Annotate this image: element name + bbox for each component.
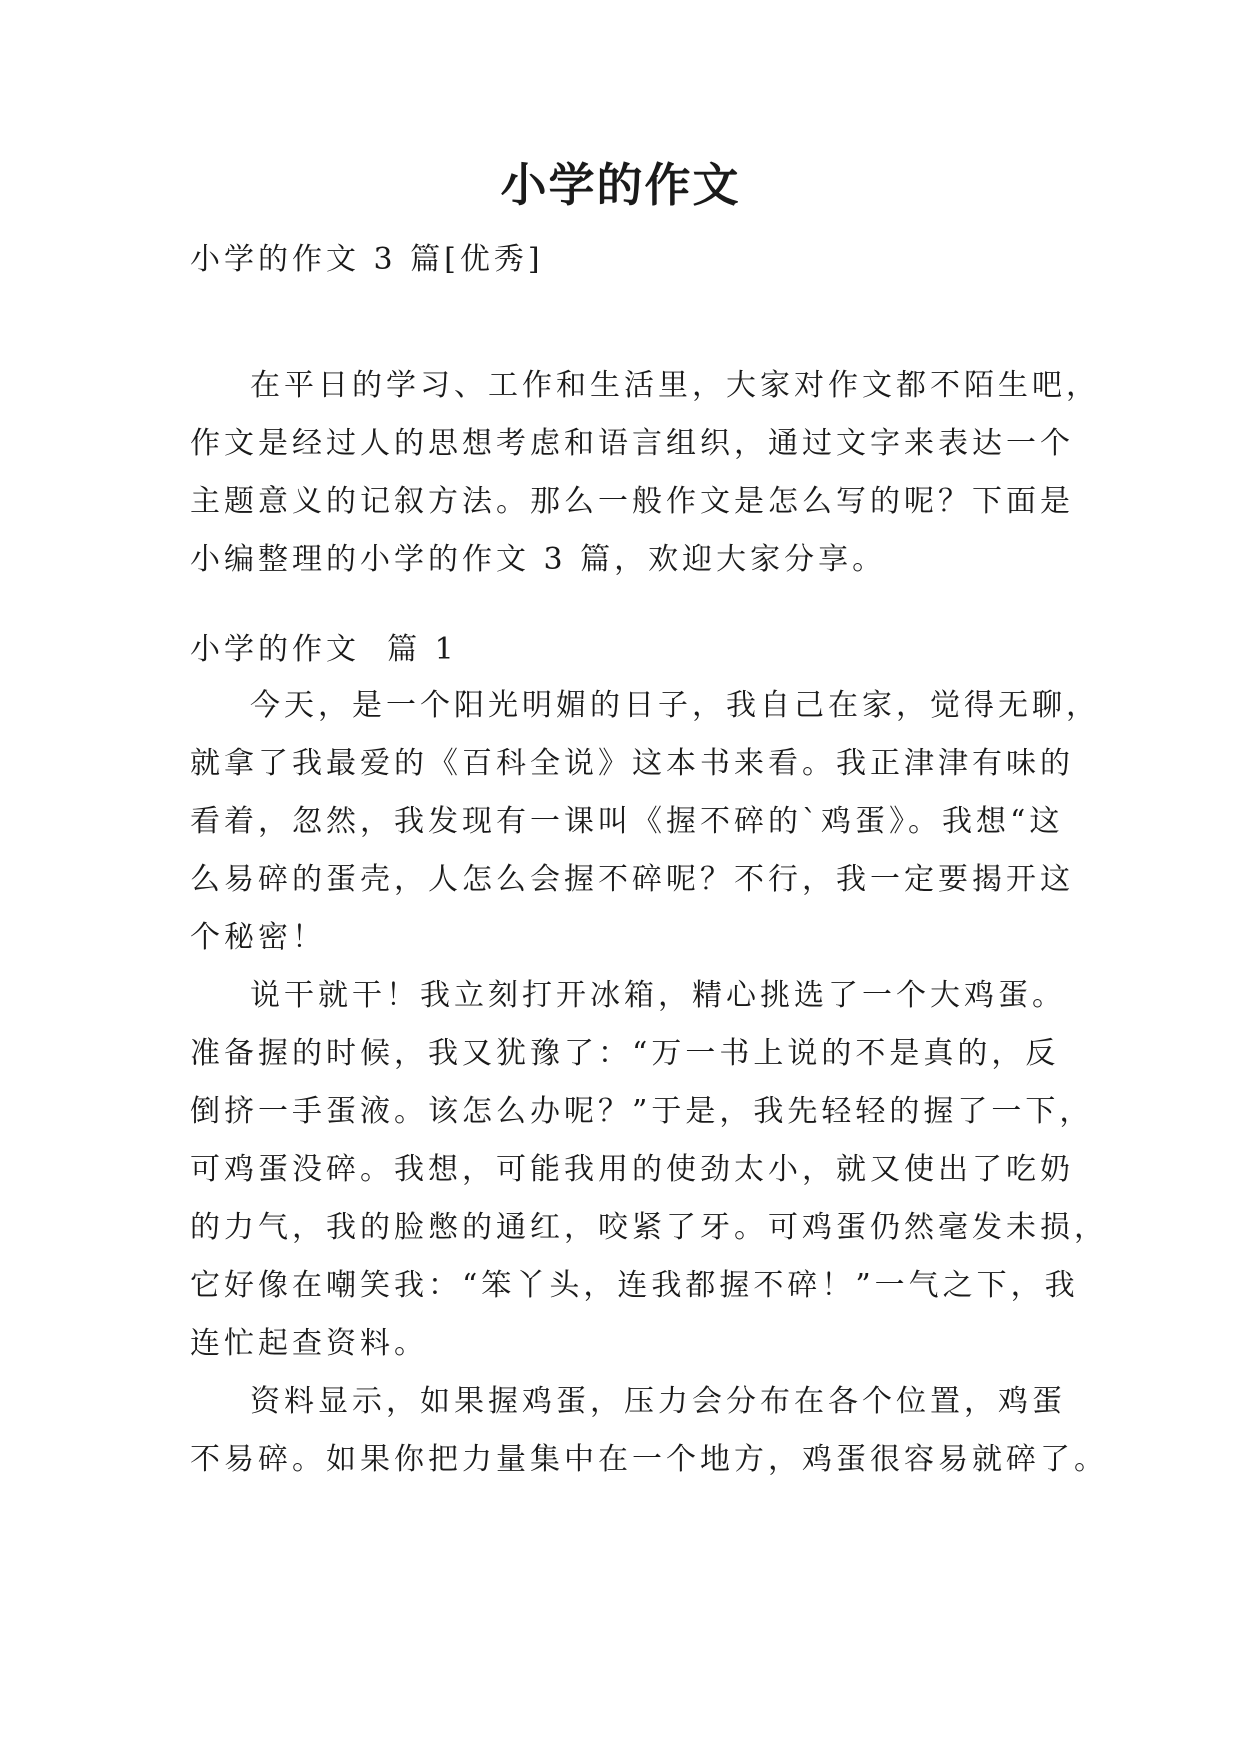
paragraph-line: 的力气，我的脸憋的通红，咬紧了牙。可鸡蛋仍然毫发未损， bbox=[190, 1210, 1108, 1245]
paragraph-line: 资料显示，如果握鸡蛋，压力会分布在各个位置，鸡蛋 bbox=[250, 1384, 1066, 1419]
intro-line: 主题意义的记叙方法。那么一般作文是怎么写的呢？下面是 bbox=[190, 484, 1074, 519]
paragraph-line: 看着，忽然，我发现有一课叫《握不碎的`鸡蛋》。我想“这 bbox=[190, 804, 1064, 839]
document-title: 小学的作文 bbox=[500, 158, 741, 212]
document-subtitle: 小学的作文 3 篇[优秀] bbox=[190, 242, 544, 277]
paragraph-line: 么易碎的蛋壳，人怎么会握不碎呢？不行，我一定要揭开这 bbox=[190, 862, 1074, 897]
paragraph-line: 它好像在嘲笑我：“笨丫头，连我都握不碎！”一气之下，我 bbox=[190, 1268, 1079, 1303]
paragraph-line: 个秘密！ bbox=[190, 920, 326, 955]
paragraph-line: 准备握的时候，我又犹豫了：“万一书上说的不是真的，反 bbox=[190, 1036, 1060, 1071]
paragraph-line: 可鸡蛋没碎。我想，可能我用的使劲太小，就又使出了吃奶 bbox=[190, 1152, 1074, 1187]
paragraph-line: 今天，是一个阳光明媚的日子，我自己在家，觉得无聊， bbox=[250, 688, 1100, 723]
intro-line: 在平日的学习、工作和生活里，大家对作文都不陌生吧， bbox=[250, 368, 1100, 403]
paragraph-line: 倒挤一手蛋液。该怎么办呢？”于是，我先轻轻的握了一下， bbox=[190, 1094, 1094, 1129]
paragraph-line: 就拿了我最爱的《百科全说》这本书来看。我正津津有味的 bbox=[190, 746, 1074, 781]
intro-line: 作文是经过人的思想考虑和语言组织，通过文字来表达一个 bbox=[190, 426, 1074, 461]
paragraph-line: 连忙起查资料。 bbox=[190, 1326, 428, 1361]
paragraph-line: 说干就干！我立刻打开冰箱，精心挑选了一个大鸡蛋。 bbox=[250, 978, 1066, 1013]
paragraph-line: 不易碎。如果你把力量集中在一个地方，鸡蛋很容易就碎了。 bbox=[190, 1442, 1108, 1477]
intro-line: 小编整理的小学的作文 3 篇，欢迎大家分享。 bbox=[190, 542, 887, 577]
section-heading: 小学的作文 篇 1 bbox=[190, 632, 458, 667]
